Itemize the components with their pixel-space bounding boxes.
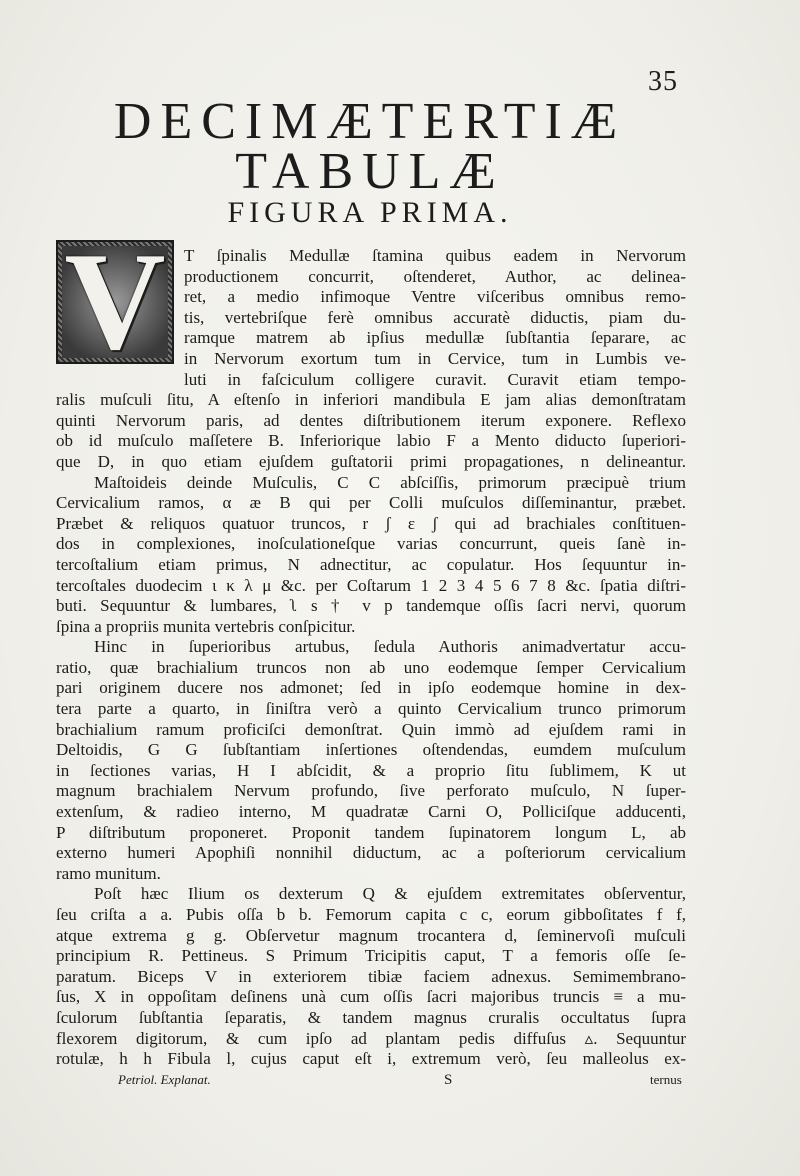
text-line: Hinc in ſuperioribus artubus, ſedula Authoris animadvertatur accu- [94, 637, 686, 657]
title-line-2: TABULÆ [235, 143, 505, 200]
text-line: ſeu criſta a a. Pubis oſſa b b. Femorum capita c c, eorum gibboſitates f f, [56, 905, 686, 924]
text-line: quinti Nervorum paris, ad dentes diſtributionem iterum exponere. Reflexo [56, 410, 686, 430]
text-line: Maſtoideis deinde Muſculis, C C abſciſſis, primorum præcipuè trium [94, 472, 686, 492]
text-line: productionem concurrit, oſtenderet, Author, ac delinea- [184, 266, 686, 286]
text-line: buti. Sequuntur & lumbares, ʅ s † v p tandemque oſſis ſacri nervi, quorum [56, 596, 686, 616]
text-line: ob id muſculo maſſetere B. Inferiorique labio F a Mento diducto ſuperiori- [56, 431, 686, 451]
footer-catchword: ternus [650, 1072, 682, 1087]
text-line: in ſectiones varias, H I abſcidit, & a proprio ſitu ſublimem, K ut [56, 760, 686, 780]
text-line: ſculorum ſubſtantia ſeparatis, & tandem magnus cruralis occultatus ſupra [56, 1007, 686, 1027]
text-line: tercoſtalium etiam primus, N adnectitur, ac copulatur. Hos ſequuntur in- [56, 554, 686, 574]
text-line: Cervicalium ramos, α æ B qui per Colli muſculos diſſeminantur, præbet. [56, 493, 686, 513]
text-line: ramo munitum. [56, 863, 161, 883]
text-line: dos in complexiones, inoſculationeſque varias concurrunt, queis ſanè in- [56, 534, 686, 554]
footer-running-title: Petriol. Explanat. [118, 1072, 211, 1087]
initial-letter: V [64, 224, 166, 379]
text-line: tera parte a quarto, in ſiniſtra verò a quinto Cervicalium trunco primorum [56, 699, 686, 719]
text-line: rotulæ, h h Fibula l, cujus caput eſt i, extremum verò, ſeu malleolus ex- [56, 1049, 686, 1069]
title-line-3: FIGURA PRIMA. [227, 196, 513, 229]
text-line: externo humeri Apophiſi nonnihil diductum, ac a poſteriorum cervicalium [56, 843, 686, 863]
text-line: paratum. Biceps V in exteriorem tibiæ faciem adnexus. Semimembrano- [56, 966, 686, 986]
text-line: ret, a medio infimoque Ventre viſceribus omnibus remo- [184, 287, 686, 307]
text-line: Præbet & reliquos quatuor truncos, r ʃ ε ʃ qui ad brachiales conſtituen- [56, 513, 686, 533]
text-line: ralis muſculi ſitu, A eſtenſo in inferiori mandibula E jam alias demonſtratam [56, 390, 686, 410]
text-line: extenſum, & radieo interno, M quadratæ Carni O, Polliciſque adducenti, [56, 802, 686, 822]
text-line: flexorem digitorum, & cum ipſo ad plantam pedis diffuſus ▵. Sequuntur [56, 1028, 686, 1048]
footer-signature-mark: S [444, 1072, 453, 1088]
text-line: ſpina a propriis munita vertebris conſpicitur. [56, 616, 356, 636]
text-line: tis, vertebriſque ferè omnibus accuratè diductis, piam du- [184, 307, 686, 327]
text-line: ſus, X in oppoſitam deſinens unà cum oſſis ſacri majoribus truncis ≡ a mu- [56, 987, 686, 1007]
text-line: Poſt hæc Ilium os dexterum Q & ejuſdem extremitates obſerventur, [94, 884, 686, 904]
text-line: pari originem ducere nos admonet; ſed in ipſo eodemque homine in dex- [56, 678, 686, 698]
text-line: que D, in quo etiam ejuſdem guſtatorii primi propagationes, n delineantur. [56, 451, 686, 471]
text-line: ramque matrem ab ipſius medullæ ſubſtantia ſeparare, ac [184, 328, 686, 348]
text-line: ratio, quæ brachialium truncos non ab uno eodemque ſemper Cervicalium [56, 657, 686, 677]
text-line: magnum brachialem Nervum profundo, ſive perforato muſculo, N ſuper- [56, 781, 686, 801]
text-line: brachialium ramum proficiſci demonſtrat. Quin immò ad ejuſdem rami in [56, 719, 686, 739]
text-line: atque extrema g g. Obſervetur magnum trocantera d, ſeminervoſi muſculi [56, 925, 686, 945]
text-line: principium R. Pettineus. S Primum Tricipitis caput, T a femoris oſſe ſe- [56, 946, 686, 966]
text-line: P diſtributum proponeret. Proponit tandem ſupinatorem longum L, ab [56, 822, 686, 842]
page-number: 35 [648, 66, 678, 97]
text-line: T ſpinalis Medullæ ſtamina quibus eadem in Nervorum [184, 246, 686, 265]
text-line: luti in faſciculum colligere curavit. Curavit etiam tempo- [184, 369, 686, 389]
body-text [56, 224, 686, 1070]
text-line: tercoſtales duodecim ι κ λ μ &c. per Coſtarum 1 2 3 4 5 6 7 8 &c. ſpatia diſtri- [56, 575, 686, 595]
title-line-1: DECIMÆTERTIÆ [113, 93, 627, 150]
text-line: in Nervorum exortum tum in Cervice, tum in Lumbis ve- [184, 348, 686, 368]
text-line: Deltoidis, G G ſubſtantiam inſertiones oſtendendas, eumdem muſculum [56, 740, 686, 760]
